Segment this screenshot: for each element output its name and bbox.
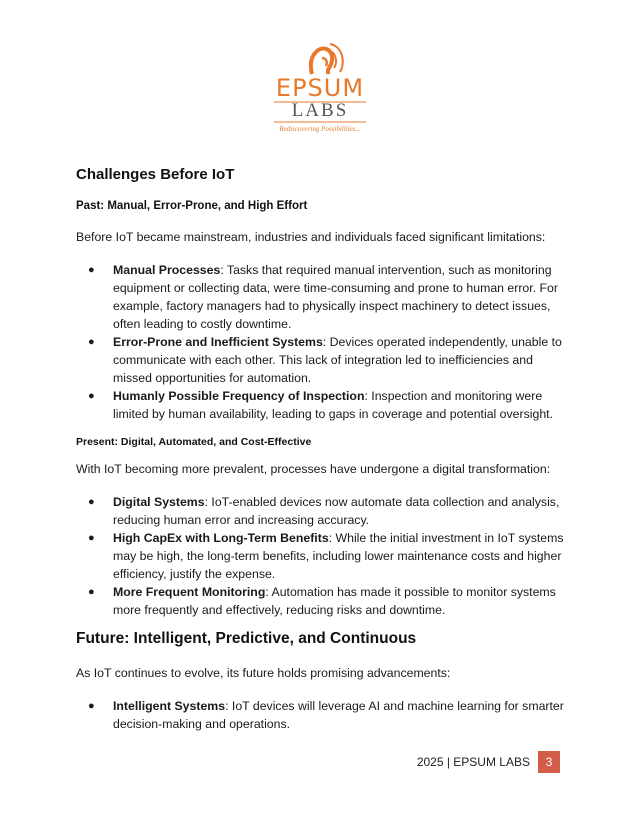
bullet-icon: ●: [88, 496, 95, 508]
future-intro: As IoT continues to evolve, its future holds promising advancements:: [76, 666, 451, 680]
item-term: Intelligent Systems: [113, 699, 226, 713]
item-text: : Devices operated independently, unable to communicate with each other. This lack of integration led to inefficiencies and missed opportunities for automation.: [113, 335, 562, 385]
list-item: [76, 261, 566, 333]
list-item: [76, 583, 566, 619]
item-text: : While the initial investment in IoT systems may be high, the long-term benefits, including lower maintenance costs and higher efficiency, justify the expense.: [113, 531, 564, 581]
item-text: : Inspection and monitoring were limited by human availability, leading to gaps in coverage and potential oversight.: [113, 389, 553, 421]
page-footer: [417, 751, 560, 773]
footer-text: 2025 | EPSUM LABS: [416, 755, 530, 769]
item-term: Manual Processes: [113, 263, 221, 277]
logo-text-top: EPSUM: [275, 74, 365, 102]
list-item: [76, 493, 566, 529]
item-text: : IoT-enabled devices now automate data collection and analysis, reducing human error and increasing accuracy.: [113, 495, 560, 527]
bullet-icon: ●: [88, 336, 95, 348]
list-item: [76, 529, 566, 583]
item-term: High CapEx with Long-Term Benefits: [113, 531, 329, 545]
past-heading: Past: Manual, Error-Prone, and High Effort: [76, 200, 308, 212]
bullet-icon: ●: [88, 264, 95, 276]
future-heading: Future: Intelligent, Predictive, and Continuous: [76, 630, 417, 647]
item-term: More Frequent Monitoring: [113, 585, 266, 599]
present-intro: With IoT becoming more prevalent, processes have undergone a digital transformation:: [76, 462, 551, 476]
bullet-icon: ●: [88, 390, 95, 402]
logo-tagline: Rediscovering Possibilities...: [279, 125, 361, 133]
past-list: [76, 261, 566, 423]
page-number: 3: [538, 751, 560, 773]
past-intro: Before IoT became mainstream, industries and individuals faced significant limitations:: [76, 230, 546, 244]
present-heading: Present: Digital, Automated, and Cost-Effective: [76, 436, 312, 448]
logo-text-bottom: LABS: [291, 100, 349, 121]
section-title: Challenges Before IoT: [76, 166, 235, 183]
present-list: [76, 493, 566, 619]
item-text: : IoT devices will leverage AI and machine learning for smarter decision-making and operations.: [113, 699, 564, 731]
item-text: : Automation has made it possible to monitor systems more frequently and effectively, reducing risks and downtime.: [113, 585, 556, 617]
bullet-icon: ●: [88, 532, 95, 544]
list-item: [76, 387, 566, 423]
list-item: [76, 333, 566, 387]
item-text: : Tasks that required manual intervention, such as monitoring equipment or collecting data, were time-consuming and prone to human error. For example, factory managers had to physically inspect machinery to detect issues, often leading to costly downtime.: [113, 263, 558, 331]
item-term: Humanly Possible Frequency of Inspection: [113, 389, 365, 403]
item-term: Digital Systems: [113, 495, 205, 509]
bullet-icon: ●: [88, 586, 95, 598]
future-list: [76, 697, 566, 733]
bullet-icon: ●: [88, 700, 95, 712]
item-term: Error-Prone and Inefficient Systems: [113, 335, 323, 349]
epsum-labs-logo: [270, 36, 370, 136]
list-item: [76, 697, 566, 733]
